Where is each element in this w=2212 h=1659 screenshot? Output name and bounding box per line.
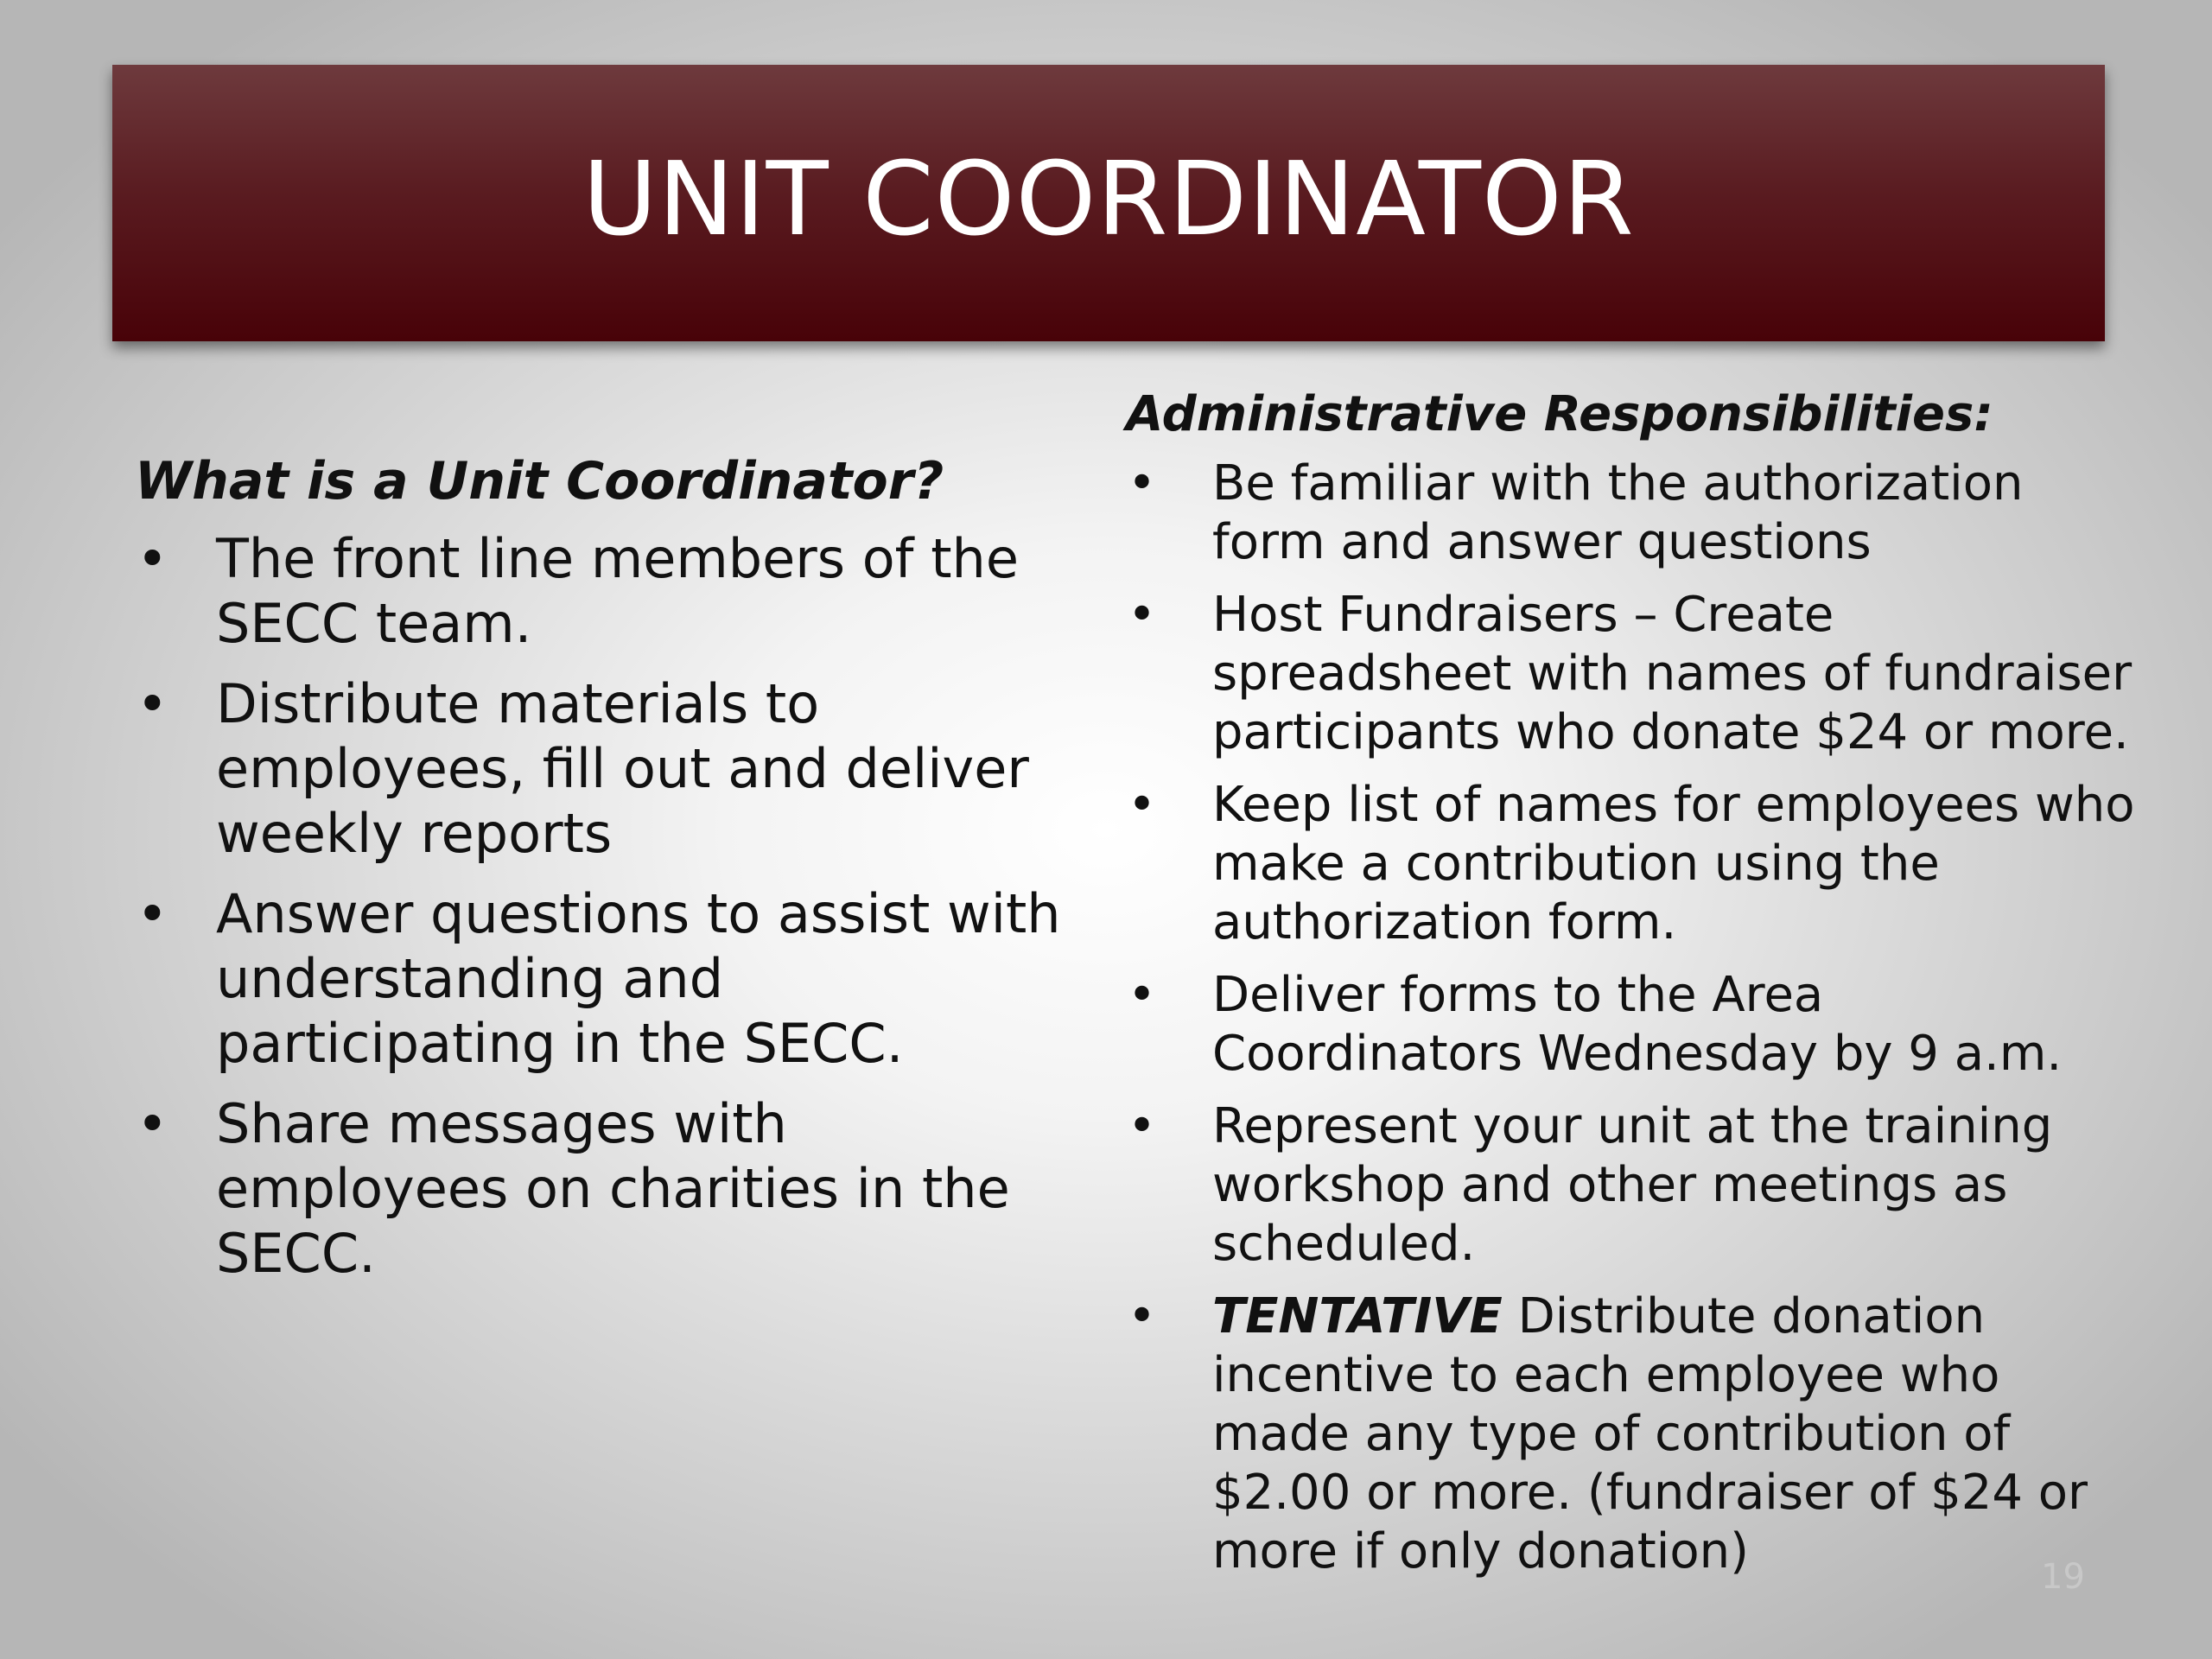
bullet-icon: • [1128, 967, 1157, 1023]
right-bullet-item [1126, 454, 2145, 572]
bullet-icon: • [1128, 777, 1157, 833]
bullet-icon: • [137, 527, 168, 590]
left-bullet-item [135, 526, 1068, 656]
bullet-icon: • [1128, 455, 1157, 512]
left-bullet-item [135, 1091, 1068, 1286]
slide-number: 19 [2041, 1557, 2085, 1597]
bullet-icon: • [137, 672, 168, 735]
right-bullet-item [1126, 1097, 2145, 1274]
bullet-icon: • [1128, 1098, 1157, 1154]
left-bullet-list [135, 526, 1068, 1286]
bullet-icon: • [1128, 587, 1157, 643]
right-bullet-item [1126, 586, 2145, 762]
left-column [135, 445, 1068, 1301]
right-heading: Administrative Responsibilities: [1126, 386, 1993, 442]
left-bullet-text: Distribute materials to employees, fill out and deliver weekly reports [216, 672, 1029, 865]
right-bullet-text: Keep list of names for employees who make a contribution using the authorization form. [1212, 777, 2135, 950]
bullet-icon: • [137, 1092, 168, 1155]
title-banner [112, 65, 2105, 341]
right-bullet-item [1126, 966, 2145, 1084]
bullet-icon: • [1128, 1288, 1157, 1344]
left-bullet-item [135, 671, 1068, 866]
bullet-icon: • [137, 882, 168, 945]
left-bullet-item [135, 881, 1068, 1076]
right-bullet-text: Host Fundraisers – Create spreadsheet with names of fundraiser participants who donate $24 or more. [1212, 587, 2133, 760]
left-heading: What is a Unit Coordinator? [135, 451, 944, 512]
right-bullet-text: Be familiar with the authorization form and answer questions [1212, 455, 2024, 570]
left-bullet-text: Answer questions to assist with understanding and participating in the SECC. [216, 882, 1061, 1075]
right-bullet-item [1126, 776, 2145, 952]
right-bullet-list [1126, 454, 2145, 1581]
left-bullet-text: Share messages with employees on charities in the SECC. [216, 1092, 1010, 1285]
slide-title: UNIT COORDINATOR [582, 139, 1635, 258]
right-column [1126, 380, 2145, 1595]
right-bullet-text: Distribute donation incentive to each employee who made any type of contribution of $2.00 or more. (fundraiser of $24 or more if only donation) [1212, 1288, 2088, 1580]
left-bullet-text: The front line members of the SECC team. [216, 527, 1019, 655]
right-bullet-text: Deliver forms to the Area Coordinators Wednesday by 9 a.m. [1212, 967, 2063, 1082]
tentative-label: TENTATIVE [1212, 1288, 1503, 1344]
right-bullet-text: Represent your unit at the training workshop and other meetings as scheduled. [1212, 1098, 2053, 1272]
right-bullet-item [1126, 1287, 2145, 1581]
